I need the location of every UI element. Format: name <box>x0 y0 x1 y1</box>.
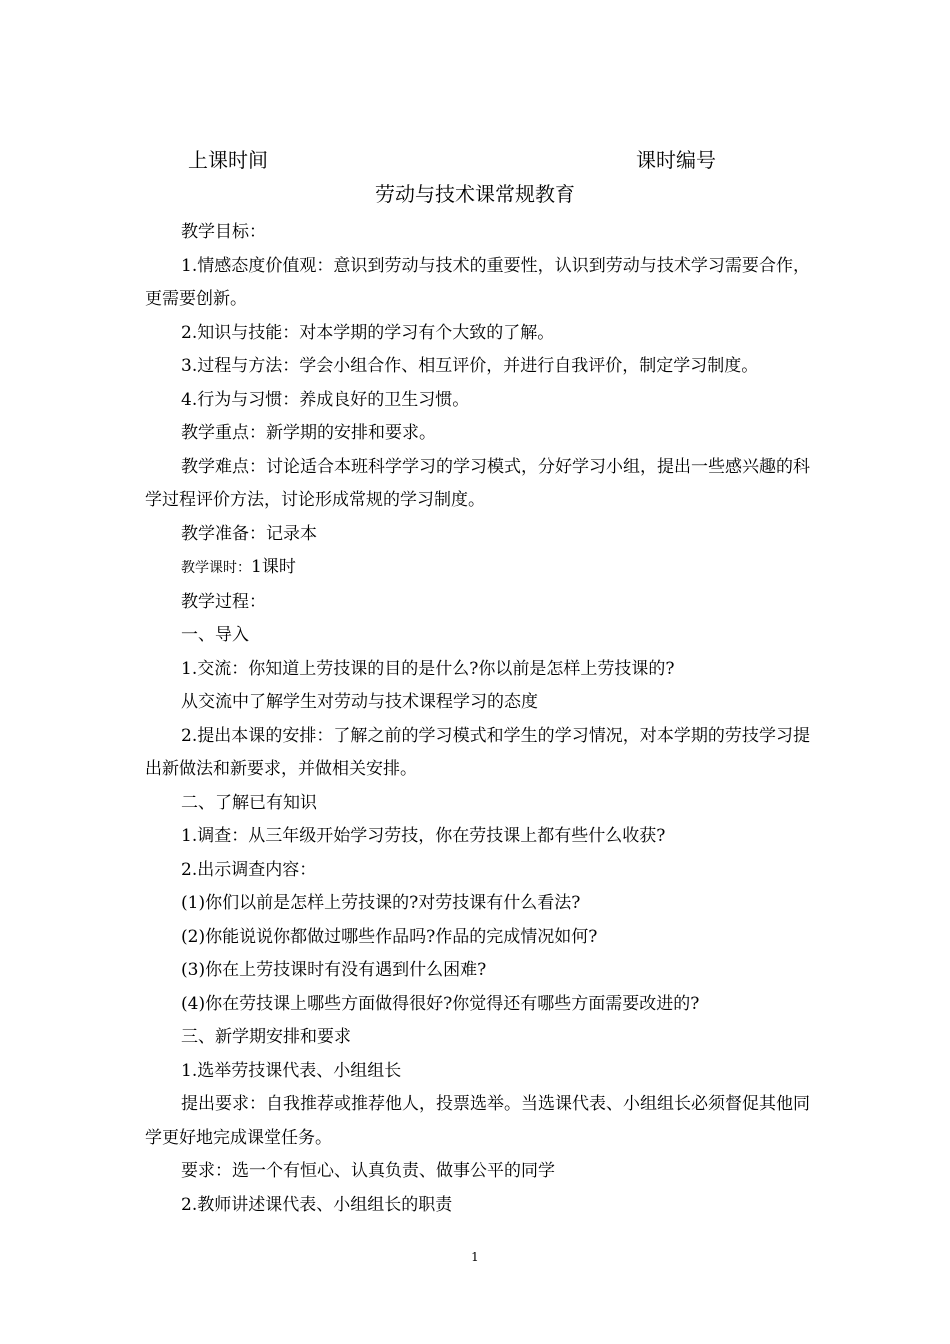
paragraph: 三、新学期安排和要求 <box>181 1027 351 1047</box>
paragraph: 1.交流：你知道上劳技课的目的是什么?你以前是怎样上劳技课的? <box>181 658 675 679</box>
document-body <box>145 216 810 1222</box>
paragraph: 提出要求：自我推荐或推荐他人，投票选举。当选课代表、小组组长必须督促其他同学更好地完成课堂任务。 <box>145 1094 810 1148</box>
paragraph: (1)你们以前是怎样上劳技课的?对劳技课有什么看法? <box>181 893 581 913</box>
paragraph: 教学目标： <box>181 222 266 242</box>
paragraph: (2)你能说说你都做过哪些作品吗?作品的完成情况如何? <box>181 926 598 947</box>
paragraph: 3.过程与方法：学会小组合作、相互评价，并进行自我评价，制定学习制度。 <box>181 356 759 376</box>
paragraph: 2.教师讲述课代表、小组组长的职责 <box>181 1194 453 1215</box>
paragraph: 2.提出本课的安排：了解之前的学习模式和学生的学习情况，对本学期的劳技学习提出新做法和新要求，并做相关安排。 <box>145 725 810 779</box>
paragraph: 1.选举劳技课代表、小组组长 <box>181 1060 402 1081</box>
paragraph: 1.情感态度价值观：意识到劳动与技术的重要性，认识到劳动与技术学习需要合作，更需要创新。 <box>145 255 810 309</box>
paragraph: 2.出示调查内容： <box>181 859 317 880</box>
paragraph: 教学重点：新学期的安排和要求。 <box>181 423 436 443</box>
paragraph: (4)你在劳技课上哪些方面做得很好?你觉得还有哪些方面需要改进的? <box>181 993 700 1014</box>
lesson-hours-value: 1课时 <box>251 557 296 577</box>
paragraph: 1.调查：从三年级开始学习劳技，你在劳技课上都有些什么收获? <box>181 826 666 846</box>
paragraph: 二、了解已有知识 <box>181 792 317 813</box>
lesson-hours-label: 教学课时： <box>181 560 251 576</box>
paragraph: (3)你在上劳技课时有没有遇到什么困难? <box>181 960 487 980</box>
document-title: 劳动与技术课常规教育 <box>375 182 575 206</box>
paragraph: 教学准备：记录本 <box>181 523 317 544</box>
paragraph: 教学过程： <box>181 591 266 612</box>
paragraph: 4.行为与习惯：养成良好的卫生习惯。 <box>181 389 470 410</box>
paragraph: 教学难点：讨论适合本班科学学习的学习模式，分好学习小组，提出一些感兴趣的科学过程评价方法，讨论形成常规的学习制度。 <box>145 456 810 510</box>
lesson-number-label: 课时编号 <box>636 148 716 172</box>
paragraph: 从交流中了解学生对劳动与技术课程学习的态度 <box>181 692 538 712</box>
class-time-label: 上课时间 <box>188 148 268 172</box>
paragraph: 2.知识与技能：对本学期的学习有个大致的了解。 <box>181 322 555 343</box>
lesson-hours-line <box>145 551 810 586</box>
paragraph: 一、导入 <box>181 625 249 645</box>
page-number: 1 <box>471 1250 479 1264</box>
paragraph: 要求：选一个有恒心、认真负责、做事公平的同学 <box>181 1161 555 1181</box>
